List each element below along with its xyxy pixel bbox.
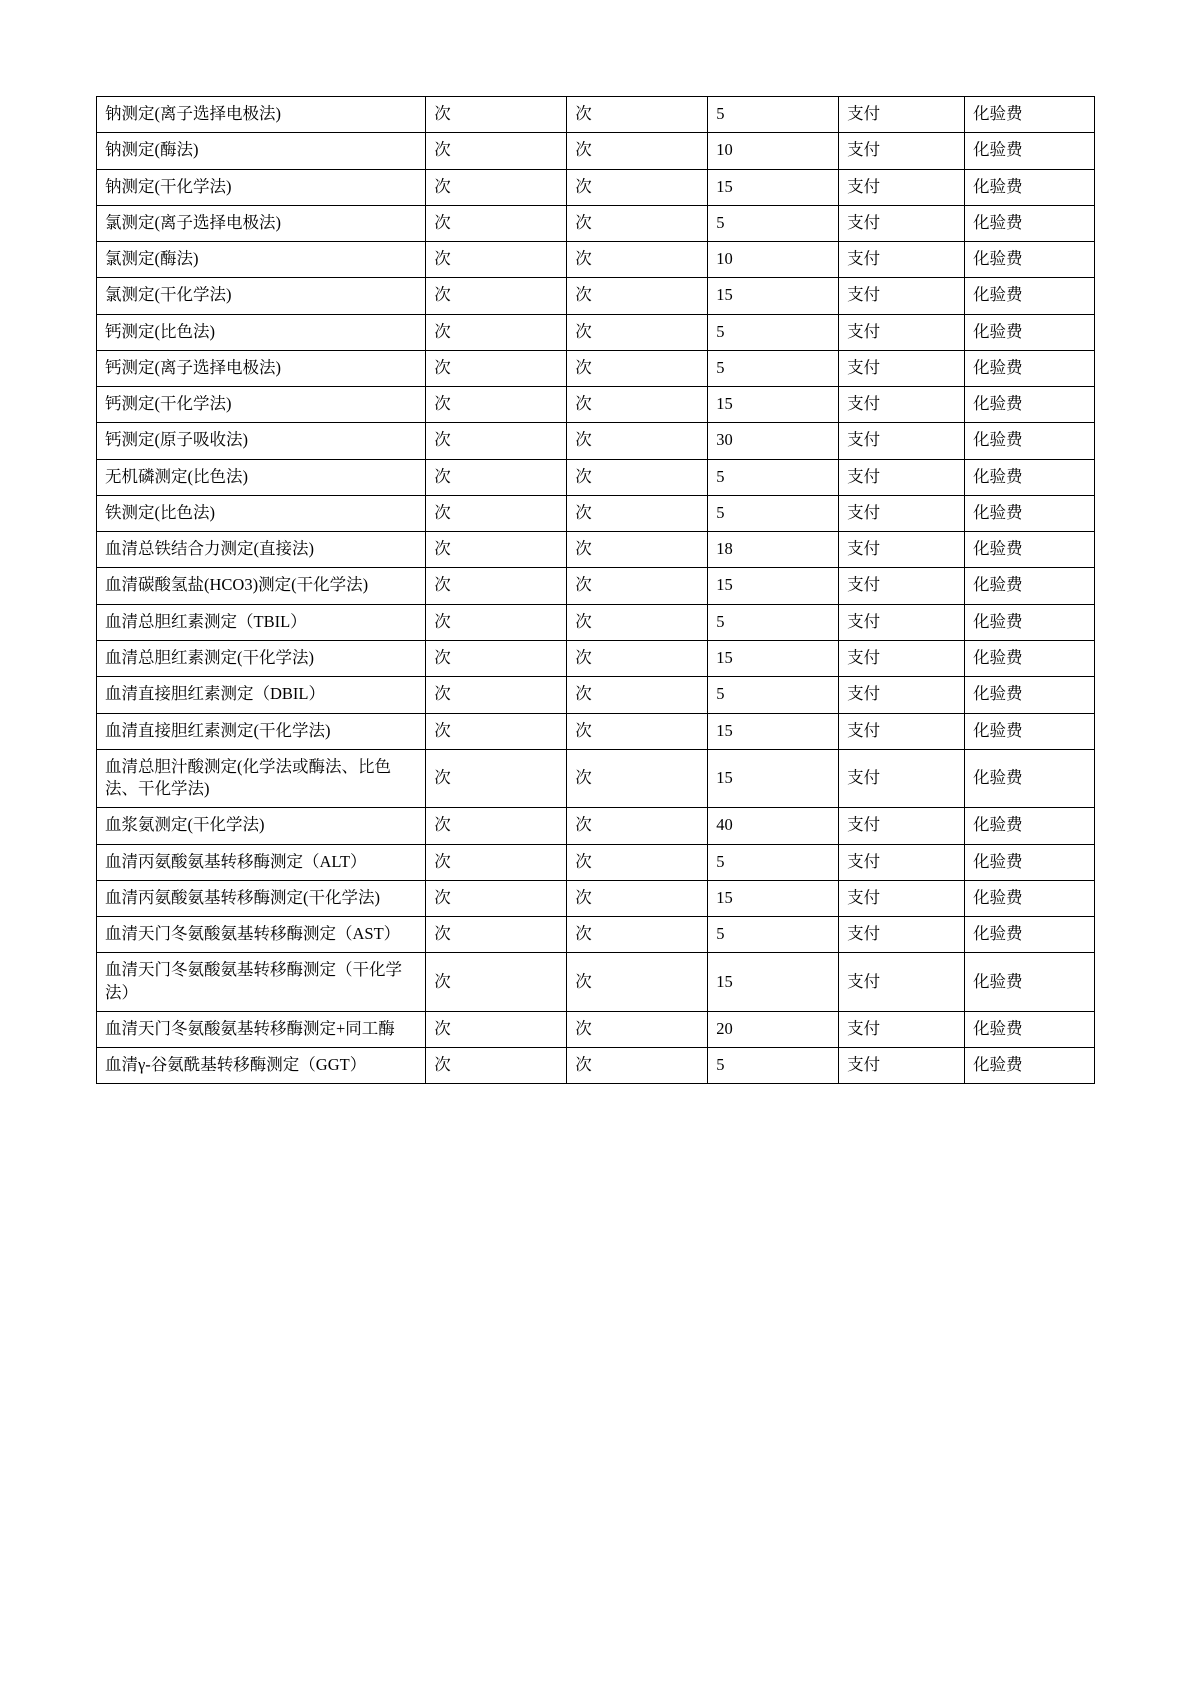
cell-payment-type: 支付 [839, 459, 965, 495]
cell-payment-type: 支付 [839, 917, 965, 953]
cell-fee-category: 化验费 [965, 242, 1095, 278]
cell-price: 5 [708, 495, 839, 531]
cell-payment-type: 支付 [839, 350, 965, 386]
table-row [97, 677, 1095, 713]
cell-pricing-unit: 次 [426, 350, 567, 386]
table-row [97, 568, 1095, 604]
table-row [97, 808, 1095, 844]
cell-fee-category: 化验费 [965, 350, 1095, 386]
cell-measure-unit: 次 [567, 423, 708, 459]
cell-pricing-unit: 次 [426, 844, 567, 880]
table-row [97, 242, 1095, 278]
cell-price: 5 [708, 604, 839, 640]
cell-pricing-unit: 次 [426, 1011, 567, 1047]
table-row [97, 97, 1095, 133]
cell-price: 5 [708, 97, 839, 133]
cell-payment-type: 支付 [839, 495, 965, 531]
cell-item-name: 氯测定(离子选择电极法) [97, 205, 426, 241]
table-row [97, 459, 1095, 495]
cell-price: 40 [708, 808, 839, 844]
cell-measure-unit: 次 [567, 532, 708, 568]
cell-price: 15 [708, 568, 839, 604]
cell-price: 5 [708, 459, 839, 495]
cell-fee-category: 化验费 [965, 169, 1095, 205]
cell-pricing-unit: 次 [426, 713, 567, 749]
cell-item-name: 无机磷测定(比色法) [97, 459, 426, 495]
cell-pricing-unit: 次 [426, 917, 567, 953]
table-row [97, 350, 1095, 386]
cell-pricing-unit: 次 [426, 880, 567, 916]
cell-item-name: 血浆氨测定(干化学法) [97, 808, 426, 844]
cell-fee-category: 化验费 [965, 532, 1095, 568]
table-body [97, 97, 1095, 1084]
cell-pricing-unit: 次 [426, 532, 567, 568]
cell-measure-unit: 次 [567, 387, 708, 423]
table-row [97, 205, 1095, 241]
cell-payment-type: 支付 [839, 1011, 965, 1047]
cell-measure-unit: 次 [567, 640, 708, 676]
cell-item-name: 血清丙氨酸氨基转移酶测定(干化学法) [97, 880, 426, 916]
cell-fee-category: 化验费 [965, 97, 1095, 133]
table-row [97, 604, 1095, 640]
cell-measure-unit: 次 [567, 1011, 708, 1047]
cell-item-name: 血清天门冬氨酸氨基转移酶测定（AST） [97, 917, 426, 953]
cell-measure-unit: 次 [567, 278, 708, 314]
cell-measure-unit: 次 [567, 808, 708, 844]
table-row [97, 532, 1095, 568]
cell-measure-unit: 次 [567, 953, 708, 1012]
cell-payment-type: 支付 [839, 568, 965, 604]
cell-fee-category: 化验费 [965, 314, 1095, 350]
cell-payment-type: 支付 [839, 1048, 965, 1084]
table-row [97, 749, 1095, 808]
cell-price: 15 [708, 640, 839, 676]
cell-price: 30 [708, 423, 839, 459]
cell-fee-category: 化验费 [965, 1011, 1095, 1047]
cell-item-name: 血清天门冬氨酸氨基转移酶测定（干化学法） [97, 953, 426, 1012]
cell-price: 15 [708, 278, 839, 314]
table-row [97, 169, 1095, 205]
cell-pricing-unit: 次 [426, 953, 567, 1012]
cell-measure-unit: 次 [567, 677, 708, 713]
cell-payment-type: 支付 [839, 169, 965, 205]
cell-fee-category: 化验费 [965, 604, 1095, 640]
cell-fee-category: 化验费 [965, 568, 1095, 604]
cell-payment-type: 支付 [839, 844, 965, 880]
cell-price: 10 [708, 133, 839, 169]
cell-item-name: 血清直接胆红素测定(干化学法) [97, 713, 426, 749]
cell-item-name: 血清总胆红素测定(干化学法) [97, 640, 426, 676]
cell-measure-unit: 次 [567, 880, 708, 916]
cell-measure-unit: 次 [567, 459, 708, 495]
cell-payment-type: 支付 [839, 205, 965, 241]
cell-measure-unit: 次 [567, 350, 708, 386]
cell-item-name: 血清γ-谷氨酰基转移酶测定（GGT） [97, 1048, 426, 1084]
cell-fee-category: 化验费 [965, 495, 1095, 531]
cell-price: 15 [708, 713, 839, 749]
cell-payment-type: 支付 [839, 133, 965, 169]
table-row [97, 133, 1095, 169]
cell-item-name: 血清碳酸氢盐(HCO3)测定(干化学法) [97, 568, 426, 604]
cell-payment-type: 支付 [839, 808, 965, 844]
cell-payment-type: 支付 [839, 387, 965, 423]
cell-price: 5 [708, 205, 839, 241]
cell-item-name: 血清丙氨酸氨基转移酶测定（ALT） [97, 844, 426, 880]
cell-price: 5 [708, 677, 839, 713]
cell-payment-type: 支付 [839, 314, 965, 350]
cell-measure-unit: 次 [567, 97, 708, 133]
cell-pricing-unit: 次 [426, 387, 567, 423]
cell-fee-category: 化验费 [965, 917, 1095, 953]
cell-fee-category: 化验费 [965, 640, 1095, 676]
cell-price: 18 [708, 532, 839, 568]
cell-measure-unit: 次 [567, 242, 708, 278]
cell-measure-unit: 次 [567, 1048, 708, 1084]
cell-payment-type: 支付 [839, 677, 965, 713]
cell-item-name: 钠测定(离子选择电极法) [97, 97, 426, 133]
cell-measure-unit: 次 [567, 844, 708, 880]
cell-item-name: 钙测定(干化学法) [97, 387, 426, 423]
cell-payment-type: 支付 [839, 604, 965, 640]
cell-payment-type: 支付 [839, 953, 965, 1012]
cell-fee-category: 化验费 [965, 880, 1095, 916]
cell-measure-unit: 次 [567, 314, 708, 350]
cell-fee-category: 化验费 [965, 278, 1095, 314]
cell-item-name: 铁测定(比色法) [97, 495, 426, 531]
cell-fee-category: 化验费 [965, 713, 1095, 749]
cell-fee-category: 化验费 [965, 205, 1095, 241]
cell-measure-unit: 次 [567, 169, 708, 205]
cell-fee-category: 化验费 [965, 677, 1095, 713]
cell-item-name: 钠测定(干化学法) [97, 169, 426, 205]
table-row [97, 1048, 1095, 1084]
cell-item-name: 钙测定(比色法) [97, 314, 426, 350]
table-row [97, 1011, 1095, 1047]
table-row [97, 387, 1095, 423]
cell-fee-category: 化验费 [965, 808, 1095, 844]
cell-price: 5 [708, 1048, 839, 1084]
medical-price-table [96, 96, 1095, 1084]
table-row [97, 495, 1095, 531]
cell-price: 15 [708, 169, 839, 205]
cell-item-name: 血清总胆汁酸测定(化学法或酶法、比色法、干化学法) [97, 749, 426, 808]
cell-item-name: 钙测定(离子选择电极法) [97, 350, 426, 386]
cell-payment-type: 支付 [839, 278, 965, 314]
cell-item-name: 血清总铁结合力测定(直接法) [97, 532, 426, 568]
cell-pricing-unit: 次 [426, 133, 567, 169]
cell-price: 15 [708, 749, 839, 808]
cell-pricing-unit: 次 [426, 97, 567, 133]
cell-measure-unit: 次 [567, 917, 708, 953]
cell-measure-unit: 次 [567, 568, 708, 604]
cell-price: 5 [708, 844, 839, 880]
cell-pricing-unit: 次 [426, 495, 567, 531]
cell-fee-category: 化验费 [965, 387, 1095, 423]
cell-measure-unit: 次 [567, 604, 708, 640]
cell-payment-type: 支付 [839, 713, 965, 749]
table-row [97, 713, 1095, 749]
table-row [97, 640, 1095, 676]
cell-pricing-unit: 次 [426, 568, 567, 604]
cell-price: 20 [708, 1011, 839, 1047]
cell-price: 15 [708, 953, 839, 1012]
cell-pricing-unit: 次 [426, 677, 567, 713]
table-row [97, 917, 1095, 953]
cell-pricing-unit: 次 [426, 423, 567, 459]
cell-payment-type: 支付 [839, 423, 965, 459]
cell-item-name: 血清天门冬氨酸氨基转移酶测定+同工酶 [97, 1011, 426, 1047]
cell-pricing-unit: 次 [426, 242, 567, 278]
cell-item-name: 钠测定(酶法) [97, 133, 426, 169]
table-row [97, 844, 1095, 880]
cell-pricing-unit: 次 [426, 749, 567, 808]
cell-item-name: 氯测定(干化学法) [97, 278, 426, 314]
cell-fee-category: 化验费 [965, 749, 1095, 808]
cell-payment-type: 支付 [839, 242, 965, 278]
cell-price: 5 [708, 917, 839, 953]
cell-fee-category: 化验费 [965, 459, 1095, 495]
cell-item-name: 氯测定(酶法) [97, 242, 426, 278]
cell-pricing-unit: 次 [426, 205, 567, 241]
cell-pricing-unit: 次 [426, 1048, 567, 1084]
cell-item-name: 钙测定(原子吸收法) [97, 423, 426, 459]
cell-fee-category: 化验费 [965, 953, 1095, 1012]
cell-pricing-unit: 次 [426, 314, 567, 350]
cell-fee-category: 化验费 [965, 1048, 1095, 1084]
table-row [97, 423, 1095, 459]
cell-pricing-unit: 次 [426, 278, 567, 314]
cell-item-name: 血清直接胆红素测定（DBIL） [97, 677, 426, 713]
cell-payment-type: 支付 [839, 532, 965, 568]
cell-price: 5 [708, 350, 839, 386]
cell-fee-category: 化验费 [965, 133, 1095, 169]
cell-price: 15 [708, 387, 839, 423]
cell-measure-unit: 次 [567, 133, 708, 169]
cell-pricing-unit: 次 [426, 459, 567, 495]
cell-measure-unit: 次 [567, 749, 708, 808]
cell-payment-type: 支付 [839, 749, 965, 808]
cell-measure-unit: 次 [567, 205, 708, 241]
cell-item-name: 血清总胆红素测定（TBIL） [97, 604, 426, 640]
table-row [97, 880, 1095, 916]
cell-measure-unit: 次 [567, 495, 708, 531]
cell-measure-unit: 次 [567, 713, 708, 749]
cell-pricing-unit: 次 [426, 169, 567, 205]
cell-fee-category: 化验费 [965, 844, 1095, 880]
cell-pricing-unit: 次 [426, 604, 567, 640]
cell-price: 5 [708, 314, 839, 350]
cell-pricing-unit: 次 [426, 640, 567, 676]
cell-payment-type: 支付 [839, 880, 965, 916]
cell-fee-category: 化验费 [965, 423, 1095, 459]
cell-pricing-unit: 次 [426, 808, 567, 844]
table-row [97, 314, 1095, 350]
cell-price: 15 [708, 880, 839, 916]
cell-price: 10 [708, 242, 839, 278]
table-row [97, 278, 1095, 314]
cell-payment-type: 支付 [839, 640, 965, 676]
table-row [97, 953, 1095, 1012]
cell-payment-type: 支付 [839, 97, 965, 133]
